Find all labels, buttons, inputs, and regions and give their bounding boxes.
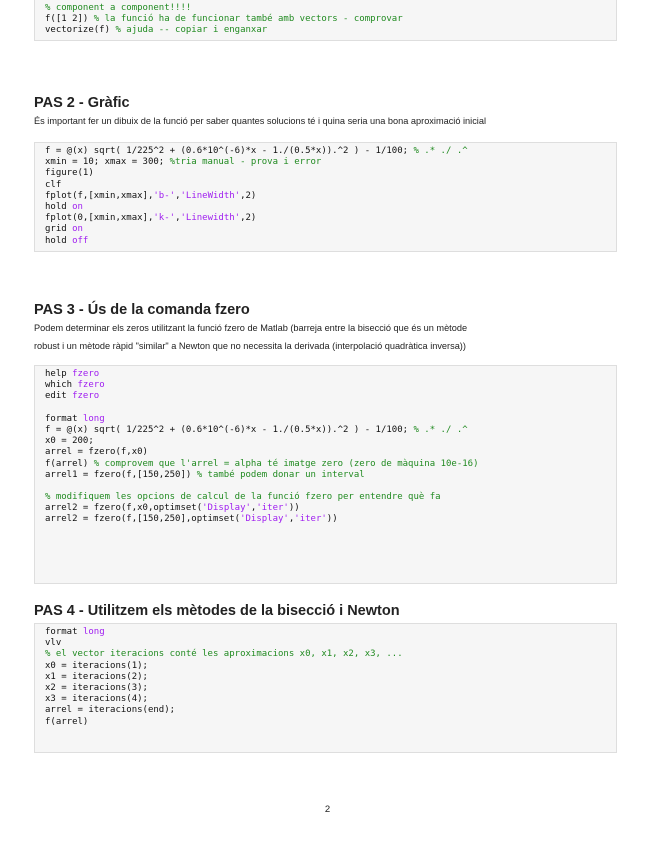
section-title-pas2: PAS 2 - Gràfic xyxy=(34,95,130,111)
code-string: fzero xyxy=(77,380,105,391)
code-text: x3 = iteracions(4); xyxy=(45,694,148,705)
code-line xyxy=(45,414,616,425)
code-line xyxy=(45,728,616,739)
code-comment: % ajuda -- copiar i enganxar xyxy=(115,25,268,36)
code-text: arrel1 = fzero(f,[150,250]) xyxy=(45,469,197,480)
code-text: )) xyxy=(288,503,300,514)
code-comment: % component a component!!!! xyxy=(45,3,192,13)
code-string: long xyxy=(82,413,105,424)
code-string: 'Display' xyxy=(240,514,289,525)
code-text: f([1 2]) xyxy=(45,14,94,25)
code-line xyxy=(45,514,616,525)
code-string: 'iter' xyxy=(256,503,289,514)
code-block-top xyxy=(34,0,617,41)
code-line xyxy=(45,202,616,213)
code-text: clf xyxy=(45,179,62,190)
code-line xyxy=(45,14,616,25)
section-title-pas4: PAS 4 - Utilitzem els mètodes de la bisecció i Newton xyxy=(34,603,400,619)
code-text: , xyxy=(175,213,181,224)
code-line xyxy=(45,481,616,492)
code-string: 'Linewidth' xyxy=(180,213,241,224)
code-line xyxy=(45,369,616,380)
code-text: f(arrel) xyxy=(45,458,94,469)
code-line xyxy=(45,157,616,168)
code-line xyxy=(45,672,616,683)
code-text: edit xyxy=(45,391,73,402)
code-text: hold xyxy=(45,235,73,246)
code-text: help xyxy=(45,369,73,379)
code-line xyxy=(45,627,616,638)
section-text-pas3-line1: Podem determinar els zeros utilitzant la funció fzero de Matlab (barreja entre la bisecció que és un mètode xyxy=(34,323,468,333)
code-text: , xyxy=(288,514,295,525)
code-line xyxy=(45,694,616,705)
code-line xyxy=(45,3,616,14)
code-text: , xyxy=(175,190,181,201)
code-string: fzero xyxy=(72,391,100,402)
code-text: format xyxy=(45,627,83,637)
code-string: off xyxy=(72,235,89,246)
code-line xyxy=(45,236,616,247)
code-text: arrel2 = fzero(f,[150,250],optimset( xyxy=(45,514,241,525)
section-text-pas2: És important fer un dibuix de la funció per saber quantes solucions té i quina seria una bona aproximació inicial xyxy=(34,116,486,126)
code-line xyxy=(45,146,616,157)
code-line xyxy=(45,403,616,414)
code-line xyxy=(45,168,616,179)
code-line xyxy=(45,661,616,672)
code-line xyxy=(45,683,616,694)
code-line xyxy=(45,191,616,202)
code-line xyxy=(45,717,616,728)
code-text: fplot(0,[xmin,xmax], xyxy=(45,213,154,224)
code-text: x1 = iteracions(2); xyxy=(45,671,148,682)
code-line xyxy=(45,436,616,447)
code-line xyxy=(45,470,616,481)
code-string: long xyxy=(82,627,105,637)
code-block-pas3 xyxy=(34,365,617,584)
code-string: on xyxy=(72,201,83,212)
section-text-pas3-line2: robust i un mètode ràpid "similar" a Newton que no necessita la derivada (interpolació quadràtica inversa)) xyxy=(34,341,466,351)
code-text: f = @(x) sqrt( 1/225^2 + (0.6*10^(-6)*x - 1./(0.5*x)).^2 ) - 1/100; xyxy=(45,424,414,435)
code-line xyxy=(45,705,616,716)
code-text: )) xyxy=(326,514,338,525)
code-text: x2 = iteracions(3); xyxy=(45,682,148,693)
code-line xyxy=(45,447,616,458)
code-text: x0 = iteracions(1); xyxy=(45,660,148,671)
code-string: on xyxy=(72,224,83,235)
code-line xyxy=(45,425,616,436)
section-title-pas3: PAS 3 - Ús de la comanda fzero xyxy=(34,302,250,318)
code-text: x0 = 200; xyxy=(45,436,94,447)
code-text: , xyxy=(250,503,257,514)
code-text: xmin = 10; xmax = 300; xyxy=(45,157,170,168)
code-line xyxy=(45,503,616,514)
code-comment: % .* ./ .^ xyxy=(413,424,468,435)
code-line xyxy=(45,25,616,36)
code-comment: % comprovem que l'arrel = alpha té imatge zero (zero de màquina 10e-16) xyxy=(93,458,479,469)
code-comment: % modifiquem les opcions de calcul de la funció fzero per entendre què fa xyxy=(45,492,441,503)
code-comment: %tria manual - prova i error xyxy=(169,157,322,168)
code-text: ,2) xyxy=(240,213,257,224)
code-string: 'iter' xyxy=(294,514,327,525)
code-text: fplot(f,[xmin,xmax], xyxy=(45,190,154,201)
code-text: f = @(x) sqrt( 1/225^2 + (0.6*10^(-6)*x - 1./(0.5*x)).^2 ) - 1/100; xyxy=(45,146,414,156)
code-line xyxy=(45,459,616,470)
code-text: arrel = fzero(f,x0) xyxy=(45,447,148,458)
code-text: arrel2 = fzero(f,x0,optimset( xyxy=(45,503,203,514)
code-text: f(arrel) xyxy=(45,716,89,727)
code-text: vectorize(f) xyxy=(45,25,116,36)
code-line xyxy=(45,224,616,235)
code-text: vlv xyxy=(45,638,62,649)
code-line xyxy=(45,492,616,503)
code-string: 'k-' xyxy=(153,213,176,224)
code-string: 'LineWidth' xyxy=(180,190,241,201)
code-line xyxy=(45,180,616,191)
code-text: hold xyxy=(45,201,73,212)
code-string: fzero xyxy=(72,369,100,379)
page-number: 2 xyxy=(324,804,331,815)
code-block-pas4 xyxy=(34,623,617,753)
code-text: which xyxy=(45,380,78,391)
code-line xyxy=(45,380,616,391)
code-text: ,2) xyxy=(240,190,257,201)
code-line xyxy=(45,638,616,649)
code-line xyxy=(45,391,616,402)
code-string: 'Display' xyxy=(202,503,251,514)
code-comment: % el vector iteracions conté les aproximacions x0, x1, x2, x3, ... xyxy=(45,649,403,660)
code-comment: % la funció ha de funcionar també amb vectors - comprovar xyxy=(93,14,403,25)
code-text: format xyxy=(45,413,83,424)
code-text: figure(1) xyxy=(45,168,94,179)
code-line xyxy=(45,649,616,660)
code-string: 'b-' xyxy=(153,190,176,201)
code-line xyxy=(45,213,616,224)
code-comment: % .* ./ .^ xyxy=(413,146,468,156)
code-block-pas2 xyxy=(34,142,617,252)
code-comment: % també podem donar un interval xyxy=(196,469,365,480)
code-text: arrel = iteracions(end); xyxy=(45,705,176,716)
code-text: grid xyxy=(45,224,73,235)
